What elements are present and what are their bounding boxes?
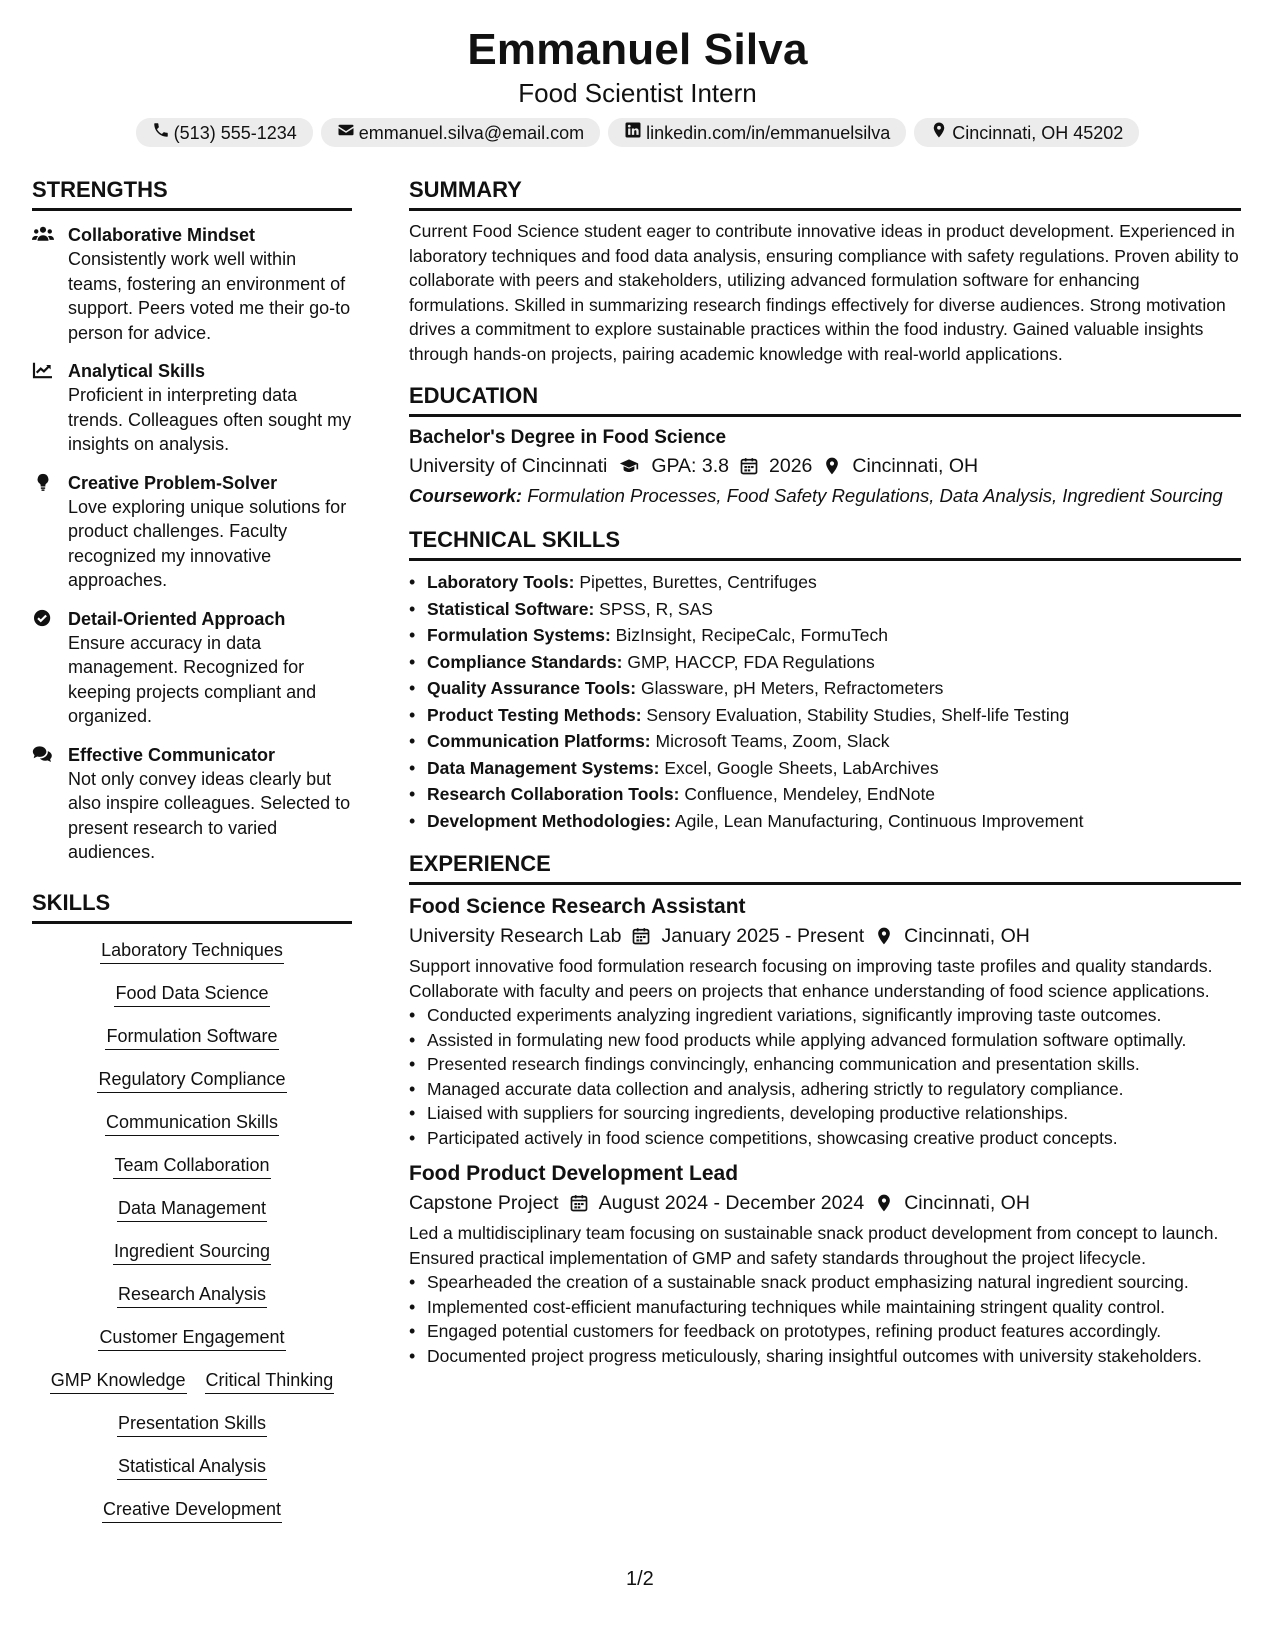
comments-icon: [32, 743, 56, 865]
skill-tag: Communication Skills: [105, 1110, 279, 1136]
strength-item: [32, 743, 352, 865]
technical-skills-heading: TECHNICAL SKILLS: [409, 526, 1241, 561]
list-item: [409, 569, 1241, 596]
tech-skill-label: Development Methodologies:: [427, 810, 672, 831]
job-location: Cincinnati, OH: [904, 1192, 1030, 1214]
school-name: University of Cincinnati: [409, 455, 608, 477]
degree-title: Bachelor's Degree in Food Science: [409, 427, 727, 448]
list-item: • Engaged potential customers for feedback on prototypes, refining product features accordingly.: [409, 1319, 1241, 1344]
job-dates: January 2025 - Present: [661, 925, 865, 947]
gpa-text: GPA: 3.8: [651, 455, 730, 477]
job-dates: August 2024 - December 2024: [598, 1192, 865, 1214]
job-title: Food Science Research Assistant: [409, 895, 746, 918]
skills-list: [32, 938, 352, 1523]
list-item: [409, 755, 1241, 782]
tech-skill-value: Glassware, pH Meters, Refractometers: [640, 678, 944, 698]
tech-skill-value: Agile, Lean Manufacturing, Continuous Improvement: [674, 810, 1084, 831]
list-item: • Managed accurate data collection and analysis, adhering strictly to regulatory compliance.: [409, 1077, 1241, 1102]
skill-tag: Presentation Skills: [117, 1411, 267, 1437]
resume-header: [0, 0, 1275, 147]
strength-desc: Ensure accuracy in data management. Recognized for keeping projects compliant and organized.: [68, 632, 317, 726]
right-column: [409, 176, 1241, 1368]
envelope-icon: [337, 121, 355, 144]
calendar-icon: [569, 1193, 589, 1213]
tech-skill-value: BizInsight, RecipeCalc, FormuTech: [615, 625, 888, 645]
skill-tag: Laboratory Techniques: [100, 938, 284, 964]
strength-item: [32, 471, 352, 593]
skill-tag: Data Management: [117, 1196, 267, 1222]
skill-tag: Research Analysis: [117, 1282, 267, 1308]
map-pin-icon: [930, 121, 948, 144]
strength-title: Creative Problem-Solver: [68, 472, 278, 493]
list-item: • Documented project progress meticulously, sharing insightful outcomes with university stakeholders.: [409, 1344, 1241, 1369]
job-description: Support innovative food formulation research focusing on improving taste profiles and quality standards. Collaborate with faculty and peers on projects that enhance understanding of food science applications.: [409, 956, 1213, 1001]
strength-title: Analytical Skills: [68, 361, 206, 381]
contact-bar: [0, 118, 1275, 147]
tech-skill-label: Communication Platforms:: [427, 731, 651, 751]
strength-desc: Love exploring unique solutions for product challenges. Faculty recognized my innovative approaches.: [68, 496, 347, 590]
summary-text: Current Food Science student eager to contribute innovative ideas in product development. Experienced in laboratory techniques and food data analysis, ensuring compliance with safety regulations. Proven ability to collaborate with peers and stakeholders, utilizing advanced formulation software for enhancing formulations. Skilled in summarizing research findings effectively for diverse audiences. Strong motivation drives a commitment to explore sustainable practices within the food industry. Gained valuable insights through hands-on projects, pairing academic knowledge with real-world applications.: [409, 221, 1239, 364]
tech-skill-label: Statistical Software:: [427, 598, 595, 619]
strength-desc: Consistently work well within teams, fostering an environment of support. Peers voted me their go-to person for advice.: [68, 249, 351, 343]
tech-skill-value: Excel, Google Sheets, LabArchives: [664, 757, 939, 778]
tech-skill-label: Compliance Standards:: [427, 651, 623, 672]
strengths-heading: STRENGTHS: [32, 176, 352, 211]
skill-tag: Statistical Analysis: [117, 1454, 267, 1480]
list-item: [409, 702, 1241, 729]
skill-tag: GMP Knowledge: [50, 1368, 187, 1394]
graduation-cap-icon: [617, 456, 641, 476]
job-bullets: [409, 1270, 1241, 1368]
coursework-text: Formulation Processes, Food Safety Regulations, Data Analysis, Ingredient Sourcing: [527, 485, 1223, 506]
list-item: [409, 728, 1241, 755]
calendar-icon: [631, 926, 651, 946]
technical-skills-list: [409, 569, 1241, 834]
list-item: • Assisted in formulating new food products while applying advanced formulation software optimally.: [409, 1028, 1241, 1053]
tech-skill-value: GMP, HACCP, FDA Regulations: [627, 651, 875, 672]
contact-linkedin[interactable]: [608, 118, 906, 147]
tech-skill-value: SPSS, R, SAS: [599, 598, 713, 619]
tech-skill-label: Formulation Systems:: [427, 625, 611, 645]
list-item: [409, 649, 1241, 676]
list-item: • Presented research findings convincingly, enhancing communication and presentation skills.: [409, 1052, 1241, 1077]
coursework: [409, 484, 1241, 508]
list-item: • Implemented cost-efficient manufacturing techniques while maintaining stringent quality control.: [409, 1295, 1241, 1320]
list-item: [409, 596, 1241, 623]
tech-skill-label: Data Management Systems:: [427, 757, 660, 778]
map-pin-icon: [874, 1193, 894, 1213]
job-meta: [409, 1189, 1241, 1217]
contact-email[interactable]: [321, 118, 600, 147]
skill-tag: Food Data Science: [114, 981, 269, 1007]
summary-heading: SUMMARY: [409, 176, 1241, 211]
tech-skill-value: Microsoft Teams, Zoom, Slack: [655, 731, 890, 751]
users-icon: [32, 223, 56, 345]
check-circle-icon: [32, 607, 56, 729]
tech-skill-label: Research Collaboration Tools:: [427, 784, 680, 804]
job-description: Led a multidisciplinary team focusing on sustainable snack product development from concept to launch. Ensured practical implementation of GMP and safety standards throughout the project lifecycle.: [409, 1223, 1219, 1268]
list-item: [409, 808, 1241, 835]
map-pin-icon: [874, 926, 894, 946]
contact-location: [914, 118, 1139, 147]
skill-tag: Ingredient Sourcing: [113, 1239, 271, 1265]
skill-tag: Formulation Software: [105, 1024, 278, 1050]
strength-desc: Proficient in interpreting data trends. Colleagues often sought my insights on analysis.: [68, 385, 352, 454]
page-number: 1/2: [626, 1568, 654, 1590]
strength-item: [32, 223, 352, 345]
tech-skill-label: Product Testing Methods:: [427, 704, 642, 725]
strength-title: Detail-Oriented Approach: [68, 608, 286, 629]
tech-skill-value: Confluence, Mendeley, EndNote: [684, 784, 936, 804]
job-meta: [409, 922, 1241, 950]
strength-desc: Not only convey ideas clearly but also inspire colleagues. Selected to present research to varied audiences.: [68, 768, 351, 862]
contact-phone-text: (513) 555-1234: [173, 122, 297, 143]
list-item: • Liaised with suppliers for sourcing ingredients, developing productive relationships.: [409, 1101, 1241, 1126]
list-item: [409, 675, 1241, 702]
tech-skill-label: Laboratory Tools:: [427, 572, 575, 592]
job-title: Food Product Development Lead: [409, 1162, 739, 1185]
job-bullets: [409, 1003, 1241, 1150]
coursework-label: Coursework:: [409, 485, 523, 506]
lightbulb-icon: [32, 471, 56, 593]
left-column: [32, 176, 352, 1540]
education-heading: EDUCATION: [409, 382, 1241, 417]
skill-tag: Customer Engagement: [98, 1325, 285, 1351]
job-entry: [409, 1160, 1241, 1368]
list-item: • Conducted experiments analyzing ingredient variations, significantly improving taste outcomes.: [409, 1003, 1241, 1028]
education-location: Cincinnati, OH: [852, 455, 979, 477]
skill-tag: Regulatory Compliance: [97, 1067, 286, 1093]
job-org: University Research Lab: [409, 925, 622, 947]
job-org: Capstone Project: [409, 1192, 559, 1214]
job-location: Cincinnati, OH: [904, 925, 1030, 947]
strength-title: Collaborative Mindset: [68, 225, 256, 245]
skill-tag: Team Collaboration: [113, 1153, 270, 1179]
list-item: • Participated actively in food science competitions, showcasing creative product concepts.: [409, 1126, 1241, 1151]
strength-item: [32, 359, 352, 457]
experience-heading: EXPERIENCE: [409, 850, 1241, 885]
calendar-icon: [739, 456, 759, 476]
skill-tag: Creative Development: [102, 1497, 282, 1523]
strength-title: Effective Communicator: [68, 744, 276, 765]
linkedin-icon: [624, 121, 642, 144]
list-item: • Spearheaded the creation of a sustainable snack product emphasizing natural ingredient sourcing.: [409, 1270, 1241, 1295]
tech-skill-label: Quality Assurance Tools:: [427, 678, 637, 698]
candidate-name: Emmanuel Silva: [467, 25, 808, 74]
contact-email-text: emmanuel.silva@email.com: [358, 122, 585, 143]
contact-linkedin-text: linkedin.com/in/emmanuelsilva: [646, 122, 891, 143]
chart-line-icon: [32, 359, 56, 457]
contact-location-text: Cincinnati, OH 45202: [952, 122, 1124, 143]
candidate-title: Food Scientist Intern: [518, 78, 757, 108]
list-item: [409, 781, 1241, 808]
tech-skill-value: Pipettes, Burettes, Centrifuges: [579, 572, 817, 592]
skill-tag: Critical Thinking: [205, 1368, 335, 1394]
map-pin-icon: [822, 456, 842, 476]
contact-phone[interactable]: [136, 118, 313, 147]
list-item: [409, 622, 1241, 649]
phone-icon: [152, 121, 170, 144]
education-meta: [409, 452, 1241, 480]
graduation-year: 2026: [769, 455, 813, 477]
tech-skill-value: Sensory Evaluation, Stability Studies, Shelf-life Testing: [646, 704, 1070, 725]
job-entry: [409, 893, 1241, 1150]
strength-item: [32, 607, 352, 729]
skills-heading: SKILLS: [32, 889, 352, 924]
